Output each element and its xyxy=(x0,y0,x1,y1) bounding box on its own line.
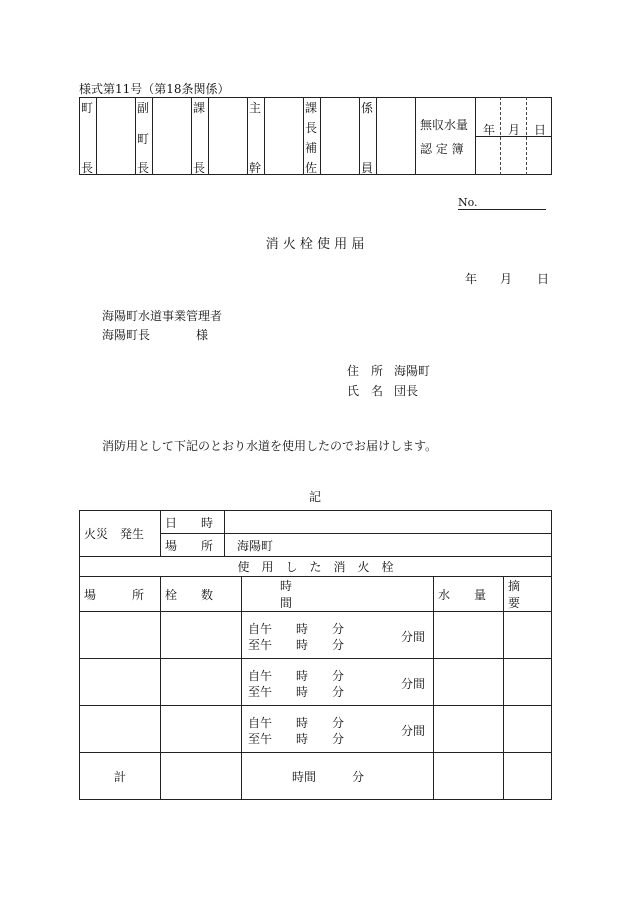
time-minutes: 分間 xyxy=(400,630,425,644)
sender-address-value[interactable]: 海陽町 xyxy=(394,364,431,378)
approval-date-month: 月 xyxy=(508,123,521,137)
row-time-cell[interactable] xyxy=(242,612,434,659)
row-remarks-cell[interactable] xyxy=(504,706,552,753)
datetime-value[interactable] xyxy=(225,511,552,534)
approval-label-chocho-top: 町 xyxy=(81,101,94,115)
row-place-cell[interactable] xyxy=(80,612,161,659)
approval-label-kakari-bottom: 員 xyxy=(361,161,374,175)
ki-heading: 記 xyxy=(308,490,321,504)
sender-name-value[interactable]: 団長 xyxy=(394,384,419,398)
approval-label-hosa-bottom: 佐 xyxy=(305,161,318,175)
row-remarks-cell[interactable] xyxy=(504,659,552,706)
table-row xyxy=(80,612,552,659)
row-water-cell[interactable] xyxy=(434,612,504,659)
form-number: 様式第11号（第18条関係） xyxy=(79,82,230,96)
col-water-header: 水 量 xyxy=(434,577,504,612)
row-count-cell[interactable] xyxy=(161,612,242,659)
date-year: 年 xyxy=(465,272,478,286)
row-count-cell[interactable] xyxy=(161,706,242,753)
total-remarks-cell[interactable] xyxy=(504,753,552,800)
row-water-cell[interactable] xyxy=(434,706,504,753)
approval-label-shukan-top: 主 xyxy=(249,101,262,115)
approval-label-hosa-mid1: 長 xyxy=(305,121,318,135)
unbilled-water-label: 無収水量 xyxy=(420,118,469,132)
time-from: 自午 時 分 xyxy=(248,622,345,636)
date-day: 日 xyxy=(537,272,550,286)
document-number[interactable]: No. xyxy=(458,196,546,210)
total-label: 計 xyxy=(80,753,161,800)
certification-register-label: 認 定 簿 xyxy=(420,142,464,156)
addressee-line1: 海陽町水道事業管理者 xyxy=(102,309,223,323)
fire-hydrant-table xyxy=(79,510,552,800)
approval-label-kakari-top: 係 xyxy=(361,101,374,115)
page-title: 消 火 栓 使 用 届 xyxy=(265,237,365,252)
approval-label-fuku-bottom: 長 xyxy=(137,161,150,175)
approval-date-day: 日 xyxy=(534,123,547,137)
row-remarks-cell[interactable] xyxy=(504,612,552,659)
fire-occurrence-label: 火災 発生 xyxy=(80,511,161,557)
approval-label-shukan-bottom: 幹 xyxy=(249,161,262,175)
table-row xyxy=(80,659,552,706)
addressee-line2: 海陽町長 xyxy=(102,328,151,342)
approval-date-year: 年 xyxy=(483,123,496,137)
row-time-cell[interactable] xyxy=(242,659,434,706)
time-to: 至午 時 分 xyxy=(248,732,345,746)
row-place-cell[interactable] xyxy=(80,659,161,706)
col-place-header: 場 所 xyxy=(80,577,161,612)
col-remarks-header: 摘 要 xyxy=(504,577,552,612)
time-minutes: 分間 xyxy=(400,724,425,738)
total-water-cell[interactable] xyxy=(434,753,504,800)
row-count-cell[interactable] xyxy=(161,659,242,706)
approval-label-kacho-bottom: 長 xyxy=(193,161,206,175)
time-to: 至午 時 分 xyxy=(248,685,345,699)
used-hydrant-header: 使 用 し た 消 火 栓 xyxy=(80,557,552,577)
col-count-header: 栓 数 xyxy=(161,577,242,612)
col-time-header: 時 間 xyxy=(242,577,434,612)
approval-label-chocho-bottom: 長 xyxy=(81,161,94,175)
approval-label-hosa-top: 課 xyxy=(305,101,318,115)
place-value[interactable]: 海陽町 xyxy=(225,534,552,557)
sender-address-label: 住 所 xyxy=(347,364,384,378)
total-count-cell[interactable] xyxy=(161,753,242,800)
place-label: 場 所 xyxy=(161,534,225,557)
date-month: 月 xyxy=(500,272,513,286)
addressee-honorific: 様 xyxy=(196,328,209,342)
datetime-label: 日 時 xyxy=(161,511,225,534)
sender-name-label: 氏 名 xyxy=(347,384,384,398)
row-place-cell[interactable] xyxy=(80,706,161,753)
time-minutes: 分間 xyxy=(400,677,425,691)
approval-label-hosa-mid2: 補 xyxy=(305,141,318,155)
time-from: 自午 時 分 xyxy=(248,716,345,730)
time-from: 自午 時 分 xyxy=(248,669,345,683)
total-time: 時間 分 xyxy=(242,753,434,800)
row-water-cell[interactable] xyxy=(434,659,504,706)
approval-label-fuku-top: 副 xyxy=(137,101,150,115)
body-text: 消防用として下記のとおり水道を使用したのでお届けします。 xyxy=(102,439,438,453)
approval-label-fuku-mid: 町 xyxy=(137,132,150,146)
total-row xyxy=(80,753,552,800)
row-time-cell[interactable] xyxy=(242,706,434,753)
approval-label-kacho-top: 課 xyxy=(193,101,206,115)
table-row xyxy=(80,706,552,753)
time-to: 至午 時 分 xyxy=(248,638,345,652)
